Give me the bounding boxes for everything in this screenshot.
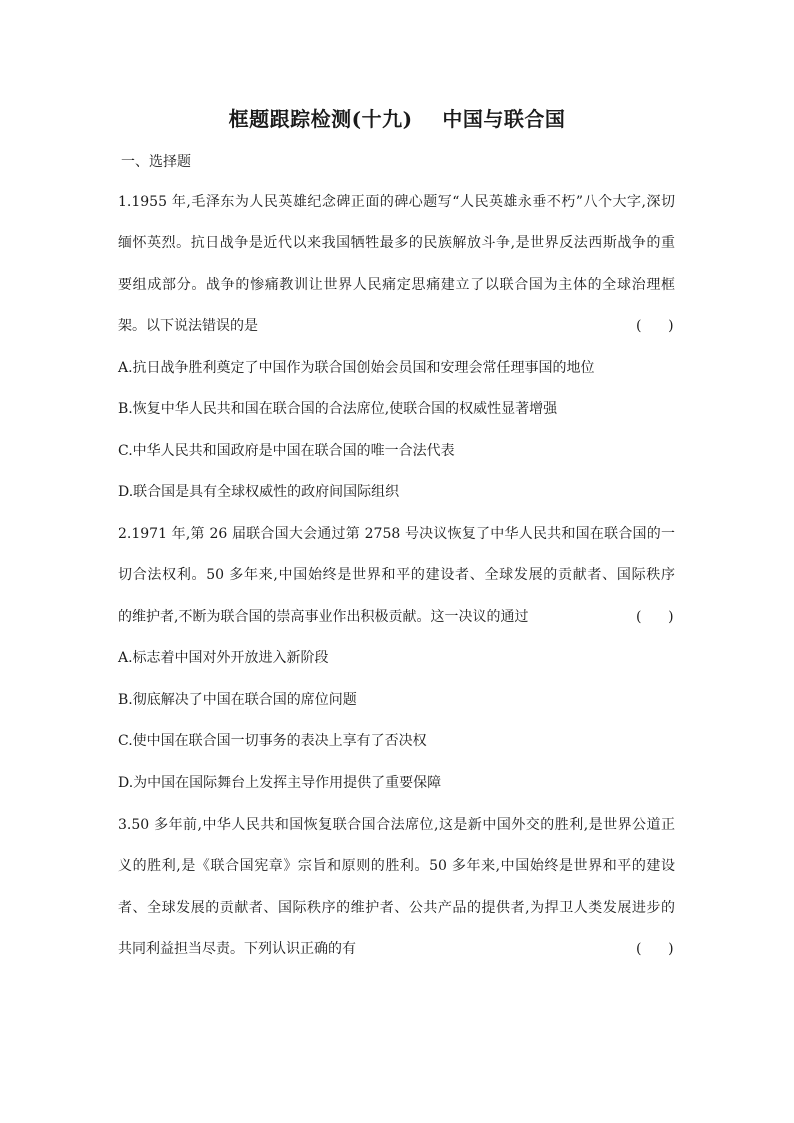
question-1-stem-line: 1.1955 年,毛泽东为人民英雄纪念碑正面的碑心题写“人民英雄永垂不朽”八个大字,深切 bbox=[118, 194, 675, 210]
option-c: C.使中国在联合国一切事务的表决上享有了否决权 bbox=[118, 733, 427, 749]
option-b: B.恢复中华人民共和国在联合国的合法席位,使联合国的权威性显著增强 bbox=[118, 401, 558, 417]
answer-blank: ( ) bbox=[636, 609, 674, 625]
question-3-stem-line: 3.50 多年前,中华人民共和国恢复联合国合法席位,这是新中国外交的胜利,是世界公道正 bbox=[118, 817, 675, 833]
question-1-stem-line: 缅怀英烈。抗日战争是近代以来我国牺牲最多的民族解放斗争,是世界反法西斯战争的重 bbox=[118, 235, 675, 251]
section-heading: 一、选择题 bbox=[121, 154, 191, 170]
question-1-stem-line: 要组成部分。战争的惨痛教训让世界人民痛定思痛建立了以联合国为主体的全球治理框 bbox=[118, 277, 675, 293]
answer-blank: ( ) bbox=[636, 318, 674, 334]
option-a: A.抗日战争胜利奠定了中国作为联合国创始会员国和安理会常任理事国的地位 bbox=[118, 360, 595, 376]
page-title: 框题跟踪检测(十九) 中国与联合国 bbox=[228, 107, 566, 131]
option-b: B.彻底解决了中国在联合国的席位问题 bbox=[118, 692, 357, 708]
answer-blank: ( ) bbox=[636, 941, 674, 957]
option-c: C.中华人民共和国政府是中国在联合国的唯一合法代表 bbox=[118, 443, 455, 459]
question-3-stem-line: 者、全球发展的贡献者、国际秩序的维护者、公共产品的提供者,为捍卫人类发展进步的 bbox=[118, 900, 675, 916]
option-d: D.联合国是具有全球权威性的政府间国际组织 bbox=[118, 484, 400, 500]
option-d: D.为中国在国际舞台上发挥主导作用提供了重要保障 bbox=[118, 775, 442, 791]
question-2-stem-line: 的维护者,不断为联合国的崇高事业作出积极贡献。这一决议的通过 bbox=[118, 609, 529, 625]
question-3-stem-line: 共同利益担当尽责。下列认识正确的有 bbox=[118, 941, 356, 957]
question-3-stem-line: 义的胜利,是《联合国宪章》宗旨和原则的胜利。50 多年来,中国始终是世界和平的建设 bbox=[118, 858, 675, 874]
question-2-stem-line: 2.1971 年,第 26 届联合国大会通过第 2758 号决议恢复了中华人民共和国在联合国的一 bbox=[118, 526, 675, 542]
option-a: A.标志着中国对外开放进入新阶段 bbox=[118, 650, 329, 666]
question-2-stem-line: 切合法权利。50 多年来,中国始终是世界和平的建设者、全球发展的贡献者、国际秩序 bbox=[118, 567, 675, 583]
question-1-stem-line: 架。以下说法错误的是 bbox=[118, 318, 258, 334]
